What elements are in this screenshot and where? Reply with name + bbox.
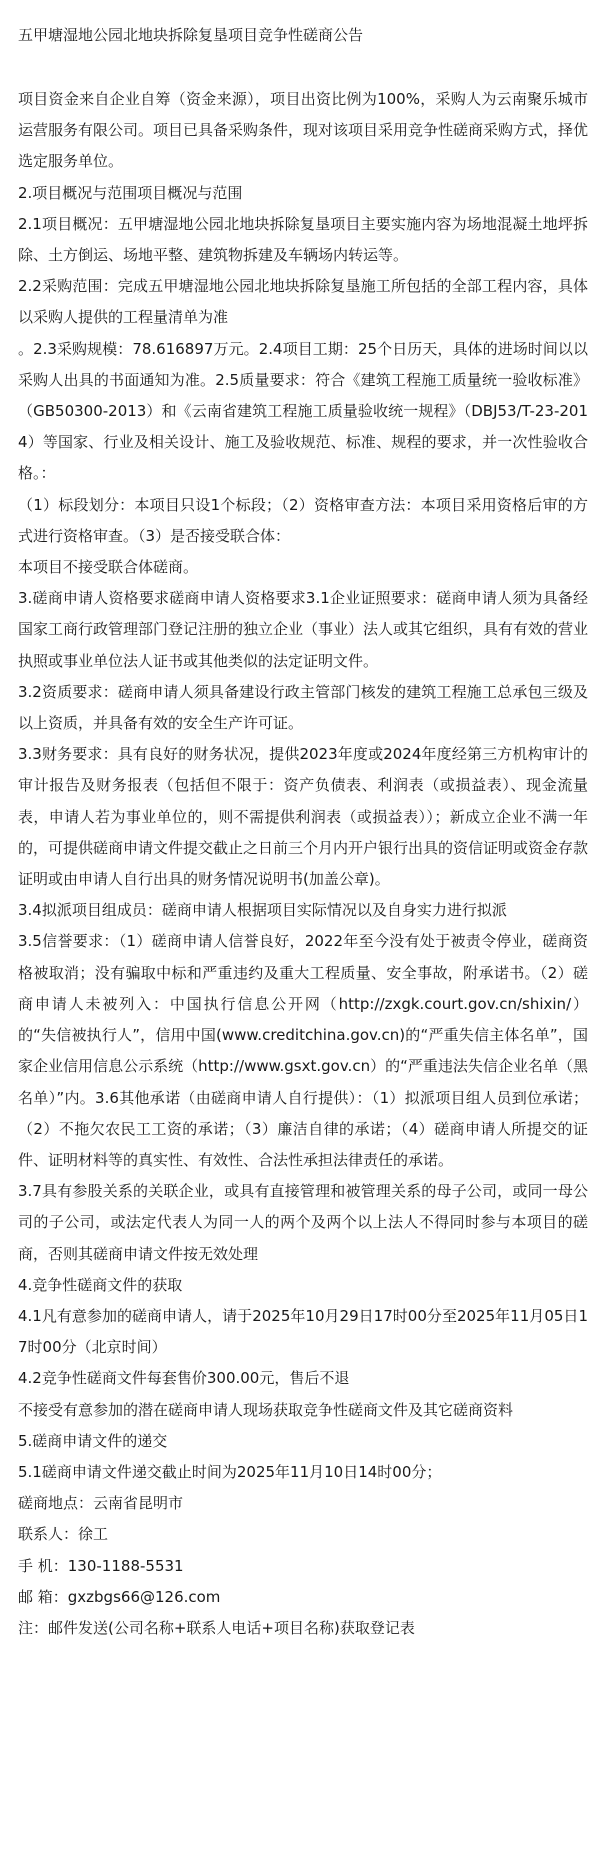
paragraph-note: 注：邮件发送(公司名称+联系人电话+项目名称)获取登记表: [18, 1618, 415, 1637]
paragraph-contact-person: 联系人：徐工: [18, 1525, 109, 1544]
paragraph-location: 磋商地点：云南省昆明市: [18, 1494, 184, 1513]
paragraph-qualification-requirements: 3.2资质要求：磋商申请人须具备建设行政主管部门核发的建筑工程施工总承包三级及以上资质，并具备有效的安全生产许可证。: [18, 682, 588, 733]
paragraph-credit-requirements: 3.5信誉要求：（1）磋商申请人信誉良好，2022年至今没有处于被责令停业，磋商资格被取消；没有骗取中标和严重违约及重大工程质量、安全事故，附承诺书。（2）磋商申请人未被列入：中国执行信息公开网（http://zxgk.court.gov.cn/shixin/）的“失信被执行人”，信用中国(www.creditchina.gov.cn)的“严重失信主体名单”，国家企业信用信息公示系统（http://www.gsxt.gov.cn）的“严重违法失信企业名单（黑名单）”内。3.6其他承诺（由磋商申请人自行提供）：（1）拟派项目组人员到位承诺；（2）不拖欠农民工工资的承诺；（3）廉洁自律的承诺；（4）磋商申请人所提交的证件、证明材料等的真实性、有效性、合法性承担法律责任的承诺。: [18, 932, 588, 1169]
paragraph-financial-requirements: 3.3财务要求：具有良好的财务状况，提供2023年度或2024年度经第三方机构审计的审计报告及财务报表（包括但不限于：资产负债表、利润表（或损益表）、现金流量表，申请人若为事业单位的，则不需提供利润表（或损益表））；新成立企业不满一年的，可提供磋商申请文件提交截止之日前三个月内开户银行出具的资信证明或资金存款证明或由申请人自行出具的财务情况说明书(加盖公章)。: [18, 745, 589, 889]
paragraph-document-price: 4.2竞争性磋商文件每套售价300.00元，售后不退: [18, 1369, 350, 1388]
paragraph-license-requirements: 3.磋商申请人资格要求磋商申请人资格要求3.1企业证照要求：磋商申请人须为具备经国家工商行政管理部门登记注册的独立企业（事业）法人或其它组织，具有有效的营业执照或事业单位法人证书或其他类似的法定证明文件。: [18, 589, 589, 670]
paragraph-scale-period-quality: 。2.3采购规模：78.616897万元。2.4项目工期：25个日历天，具体的进场时间以以采购人出具的书面通知为准。2.5质量要求：符合《建筑工程施工质量统一验收标准》（GB50300-2013）和《云南省建筑工程施工质量验收统一规程》（DBJ53/T-23-2014）等国家、行业及相关设计、施工及验收规范、标准、规程的要求，并一次性验收合格。：: [18, 339, 588, 483]
heading-submission: 5.磋商申请文件的递交: [18, 1431, 168, 1450]
heading-document-acquisition: 4.竞争性磋商文件的获取: [18, 1275, 183, 1294]
paragraph-procurement-scope: 2.2采购范围：完成五甲塘湿地公园北地块拆除复垦施工所包括的全部工程内容，具体以采购人提供的工程量清单为准: [18, 277, 588, 327]
paragraph-funding: 项目资金来自企业自筹（资金来源），项目出资比例为100%，采购人为云南聚乐城市运营服务有限公司。项目已具备采购条件，现对该项目采用竞争性磋商采购方式，择优选定服务单位。: [18, 90, 589, 171]
paragraph-no-onsite-acquisition: 不接受有意参加的潜在磋商申请人现场获取竞争性磋商文件及其它磋商资料: [18, 1400, 514, 1419]
heading-project-overview: 2.项目概况与范围项目概况与范围: [18, 183, 243, 202]
paragraph-email: 邮 箱：gxzbgs66@126.com: [18, 1587, 221, 1606]
paragraph-project-team: 3.4拟派项目组成员：磋商申请人根据项目实际情况以及自身实力进行拟派: [18, 901, 507, 920]
paragraph-submission-deadline: 5.1磋商申请文件递交截止时间为2025年11月10日14时00分；: [18, 1462, 442, 1481]
announcement-body: [18, 84, 588, 1644]
paragraph-acquisition-period: 4.1凡有意参加的磋商申请人，请于2025年10月29日17时00分至2025年11月05日17时00分（北京时间）: [18, 1306, 588, 1357]
paragraph-related-enterprises: 3.7具有参股关系的关联企业，或具有直接管理和被管理关系的母子公司，或同一母公司的子公司，或法定代表人为同一人的两个及两个以上法人不得同时参与本项目的磋商，否则其磋商申请文件按无效处理: [18, 1182, 588, 1263]
paragraph-project-overview: 2.1项目概况：五甲塘湿地公园北地块拆除复垦项目主要实施内容为场地混凝土地坪拆除、土方倒运、场地平整、建筑物拆建及车辆场内转运等。: [18, 214, 588, 265]
paragraph-no-consortium: 本项目不接受联合体磋商。: [18, 558, 199, 577]
page-title: 五甲塘湿地公园北地块拆除复垦项目竞争性磋商公告: [18, 26, 364, 44]
paragraph-sections-review: （1）标段划分：本项目只设1个标段；（2）资格审查方法：本项目采用资格后审的方式进行资格审查。（3）是否接受联合体：: [18, 495, 588, 545]
paragraph-phone: 手 机：130-1188-5531: [18, 1556, 184, 1575]
